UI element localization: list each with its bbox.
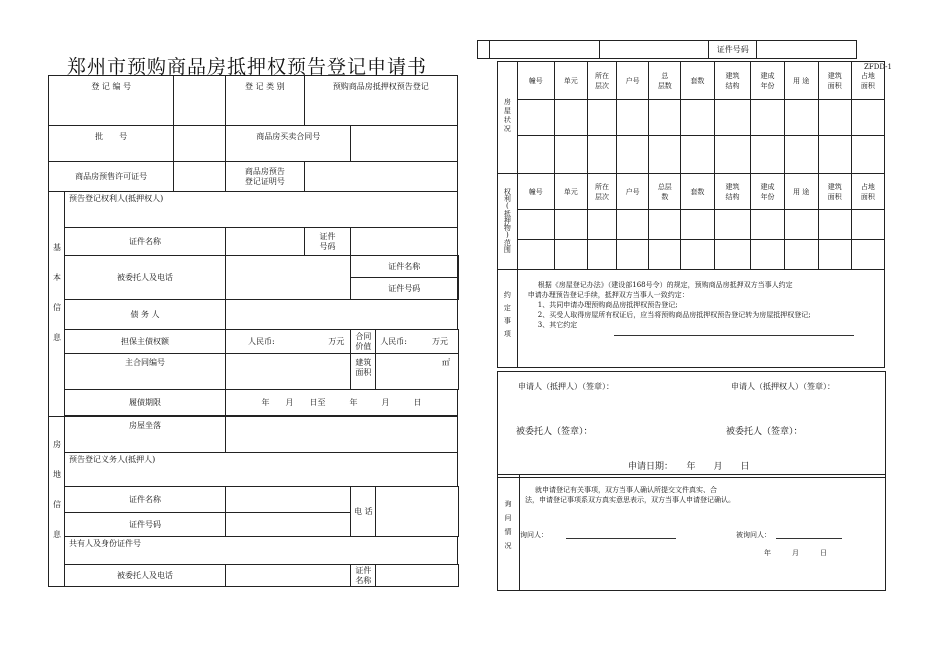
rights-cell[interactable] xyxy=(751,210,784,240)
house-cell[interactable] xyxy=(681,136,714,174)
rights-scope-label: 权利(抵押物)范围 xyxy=(498,174,518,270)
page-title: 郑州市预购商品房抵押权预告登记申请书 xyxy=(67,56,428,78)
rights-cell[interactable] xyxy=(587,240,616,270)
house-cell[interactable] xyxy=(587,136,616,174)
r-col-6: 套数 xyxy=(681,174,714,210)
h-col-6: 套数 xyxy=(681,62,714,100)
house-info-label: 房地信息 xyxy=(49,417,65,587)
phone-field[interactable] xyxy=(376,487,459,537)
h-col-11: 占地 面积 xyxy=(851,62,884,100)
area-unit: ㎡ xyxy=(376,354,459,390)
guarantee-label: 担保主债权额 xyxy=(64,330,225,354)
inquired-field[interactable] xyxy=(776,538,842,539)
form-code: ZFDD-1 xyxy=(864,63,892,71)
rights-cell[interactable] xyxy=(517,240,554,270)
term-label: 履债期限 xyxy=(64,390,225,416)
rights-cell[interactable] xyxy=(818,240,851,270)
cert-no-field[interactable] xyxy=(351,228,458,256)
house-cell[interactable] xyxy=(851,136,884,174)
house-cell[interactable] xyxy=(714,136,751,174)
right-form-table xyxy=(497,61,885,368)
reg-type-label: 登 记 类 别 xyxy=(226,76,305,126)
cert-no-field-3[interactable] xyxy=(226,513,351,537)
r-col-4: 户号 xyxy=(617,174,649,210)
rights-cell[interactable] xyxy=(649,240,681,270)
r-col-5: 总层 数 xyxy=(649,174,681,210)
h-col-3: 所在 层次 xyxy=(587,62,616,100)
agent-phone-field-2[interactable] xyxy=(226,565,351,587)
h-col-4: 户号 xyxy=(617,62,649,100)
guarantee-field[interactable] xyxy=(226,330,351,354)
strip-field-2[interactable] xyxy=(599,41,709,59)
inquirer-label: 询问人： xyxy=(520,531,548,539)
contract-value-field[interactable] xyxy=(376,330,459,354)
house-cell[interactable] xyxy=(617,100,649,136)
house-cell[interactable] xyxy=(784,136,818,174)
strip-cell-1 xyxy=(478,41,490,59)
cert-no-label: 证件 号码 xyxy=(304,228,351,256)
rights-cell[interactable] xyxy=(517,210,554,240)
rights-cell[interactable] xyxy=(617,210,649,240)
apply-date[interactable]: 申请日期： 年 月 日 xyxy=(628,462,750,472)
agreement-line-5: 3、其它约定 xyxy=(537,321,578,329)
presale-cert-label: 商品房预告 登记证明号 xyxy=(226,162,305,192)
strip-field-1[interactable] xyxy=(489,41,599,59)
cert-name-label: 证件名称 xyxy=(64,228,225,256)
top-strip-table xyxy=(477,40,857,59)
inquiry-date[interactable]: 年 月 日 xyxy=(764,549,827,557)
r-col-9: 用 途 xyxy=(784,174,818,210)
other-agreement-line[interactable] xyxy=(614,335,854,336)
location-label: 房屋坐落 xyxy=(64,417,225,453)
house-cell[interactable] xyxy=(751,100,784,136)
basic-info-label: 基本信息 xyxy=(49,192,65,417)
house-cell[interactable] xyxy=(784,100,818,136)
main-contract-label: 主合同编号 xyxy=(64,354,225,390)
h-col-2: 单元 xyxy=(554,62,587,100)
rights-cell[interactable] xyxy=(554,210,587,240)
agreement-line-3: 1、共同申请办理预购商品房抵押权预告登记; xyxy=(537,301,678,309)
r-col-10: 建筑 面积 xyxy=(818,174,851,210)
agreement-line-1: 根据《房屋登记办法》（建设部168号令）的规定，预购商品房抵押双方当事人约定 xyxy=(537,281,793,289)
left-form-table xyxy=(48,75,459,587)
phone-label: 电 话 xyxy=(351,487,376,537)
right-holder-label: 预告登记权利人(抵押权人) xyxy=(64,192,457,228)
applicant-mortgagee-sign[interactable]: 申请人（抵押权人）（签章）： xyxy=(731,382,835,391)
rights-cell[interactable] xyxy=(714,240,751,270)
agent-phone-label: 被委托人及电话 xyxy=(64,256,225,300)
cert-no-field-2[interactable] xyxy=(458,278,459,300)
r-col-2: 单元 xyxy=(554,174,587,210)
house-cell[interactable] xyxy=(681,100,714,136)
r-col-3: 所在 层次 xyxy=(587,174,616,210)
presale-permit-field[interactable] xyxy=(174,162,226,192)
approval-field[interactable] xyxy=(174,126,226,162)
house-cell[interactable] xyxy=(517,100,554,136)
debtor-label: 债 务 人 xyxy=(64,300,225,330)
cert-name-field-3[interactable] xyxy=(226,487,351,513)
cert-name-label-3: 证件名称 xyxy=(64,487,225,513)
h-col-8: 建成 年份 xyxy=(751,62,784,100)
house-cell[interactable] xyxy=(649,100,681,136)
agreement-box xyxy=(517,270,884,368)
house-cell[interactable] xyxy=(818,136,851,174)
reg-type-value: 预购商品房抵押权预告登记 xyxy=(304,76,457,126)
cert-name-field-2[interactable] xyxy=(458,256,459,278)
cert-name-field-4[interactable] xyxy=(376,565,459,587)
rmb-label-2: 人民币: xyxy=(380,336,408,346)
co-owner-label: 共有人及身份证件号 xyxy=(64,537,457,565)
rights-cell[interactable] xyxy=(681,210,714,240)
main-contract-field[interactable] xyxy=(226,354,351,390)
house-cell[interactable] xyxy=(554,136,587,174)
rights-cell[interactable] xyxy=(784,210,818,240)
agent-phone-field[interactable] xyxy=(226,256,351,300)
inquiry-line-1: 就申请登记有关事项，双方当事人确认所提交文件真实、合 xyxy=(535,486,717,494)
rmb-label: 人民币: xyxy=(248,336,275,346)
rights-cell[interactable] xyxy=(784,240,818,270)
location-field[interactable] xyxy=(226,417,458,453)
obligor-label: 预告登记义务人(抵押人) xyxy=(64,453,457,487)
approval-label: 批 号 xyxy=(49,126,174,162)
rights-cell[interactable] xyxy=(587,210,616,240)
rights-cell[interactable] xyxy=(751,240,784,270)
rights-cell[interactable] xyxy=(554,240,587,270)
cert-name-field[interactable] xyxy=(226,228,305,256)
contract-no-field[interactable] xyxy=(351,126,458,162)
presale-permit-label: 商品房预售许可证号 xyxy=(49,162,174,192)
rights-cell[interactable] xyxy=(649,210,681,240)
r-col-11: 占地 面积 xyxy=(851,174,884,210)
house-cell[interactable] xyxy=(517,136,554,174)
cert-name-label-2: 证件名称 xyxy=(351,256,458,278)
rights-cell[interactable] xyxy=(851,210,884,240)
h-col-10: 建筑 面积 xyxy=(818,62,851,100)
house-cell[interactable] xyxy=(617,136,649,174)
area-label: 建筑面积 xyxy=(351,354,376,390)
reg-no-field[interactable] xyxy=(174,76,226,126)
strip-cert-no-field[interactable] xyxy=(757,41,857,59)
strip-cert-no-label: 证件号码 xyxy=(709,41,757,59)
inquirer-field[interactable] xyxy=(566,538,676,539)
house-cell[interactable] xyxy=(818,100,851,136)
inquiry-line-2: 法，申请登记事项系双方真实意思表示，双方当事人申请登记确认。 xyxy=(525,496,735,504)
rights-cell[interactable] xyxy=(851,240,884,270)
cert-name-label-4: 证件名称 xyxy=(351,565,376,587)
rights-cell[interactable] xyxy=(681,240,714,270)
house-status-label: 房屋状况 xyxy=(498,62,518,174)
agreement-label: 约定事项 xyxy=(498,270,518,368)
h-col-9: 用 途 xyxy=(784,62,818,100)
cert-no-label-2: 证件号码 xyxy=(351,278,458,300)
h-col-1: 幢号 xyxy=(517,62,554,100)
wan-label-2: 万元 xyxy=(432,336,448,346)
h-col-5: 总 层数 xyxy=(649,62,681,100)
agent-phone-label-2: 被委托人及电话 xyxy=(64,565,225,587)
rights-cell[interactable] xyxy=(617,240,649,270)
rights-cell[interactable] xyxy=(818,210,851,240)
h-col-7: 建筑 结构 xyxy=(714,62,751,100)
house-cell[interactable] xyxy=(714,100,751,136)
term-value: 年 月 日至 年 月 日 xyxy=(226,390,458,416)
wan-label: 万元 xyxy=(328,336,345,346)
house-cell[interactable] xyxy=(587,100,616,136)
contract-value-label: 合同价值 xyxy=(351,330,376,354)
agent-sign-1[interactable]: 被委托人（签章）： xyxy=(516,427,593,437)
reg-no-label: 登 记 编 号 xyxy=(49,76,174,126)
house-cell[interactable] xyxy=(649,136,681,174)
agreement-line-4: 2、买受人取得房屋所有权证后，应当将预购商品房抵押权预告登记转为房屋抵押权登记; xyxy=(537,311,811,319)
agreement-line-2: 申请办理预告登记手续，抵押双方当事人一致约定： xyxy=(527,291,689,299)
cert-no-label-3: 证件号码 xyxy=(64,513,225,537)
house-cell[interactable] xyxy=(851,100,884,136)
agent-sign-2[interactable]: 被委托人（签章）： xyxy=(726,427,803,437)
inquired-label: 被询问人： xyxy=(736,531,771,539)
applicant-mortgagor-sign[interactable]: 申请人（抵押人）（签章）： xyxy=(518,382,614,391)
house-cell[interactable] xyxy=(554,100,587,136)
rights-cell[interactable] xyxy=(714,210,751,240)
inquiry-label: 询问情况 xyxy=(504,500,512,556)
presale-cert-field[interactable] xyxy=(304,162,457,192)
debtor-field[interactable] xyxy=(226,300,458,330)
r-col-7: 建筑 结构 xyxy=(714,174,751,210)
house-cell[interactable] xyxy=(751,136,784,174)
r-col-1: 幢号 xyxy=(517,174,554,210)
contract-no-label: 商品房买卖合同号 xyxy=(226,126,351,162)
r-col-8: 建成 年份 xyxy=(751,174,784,210)
